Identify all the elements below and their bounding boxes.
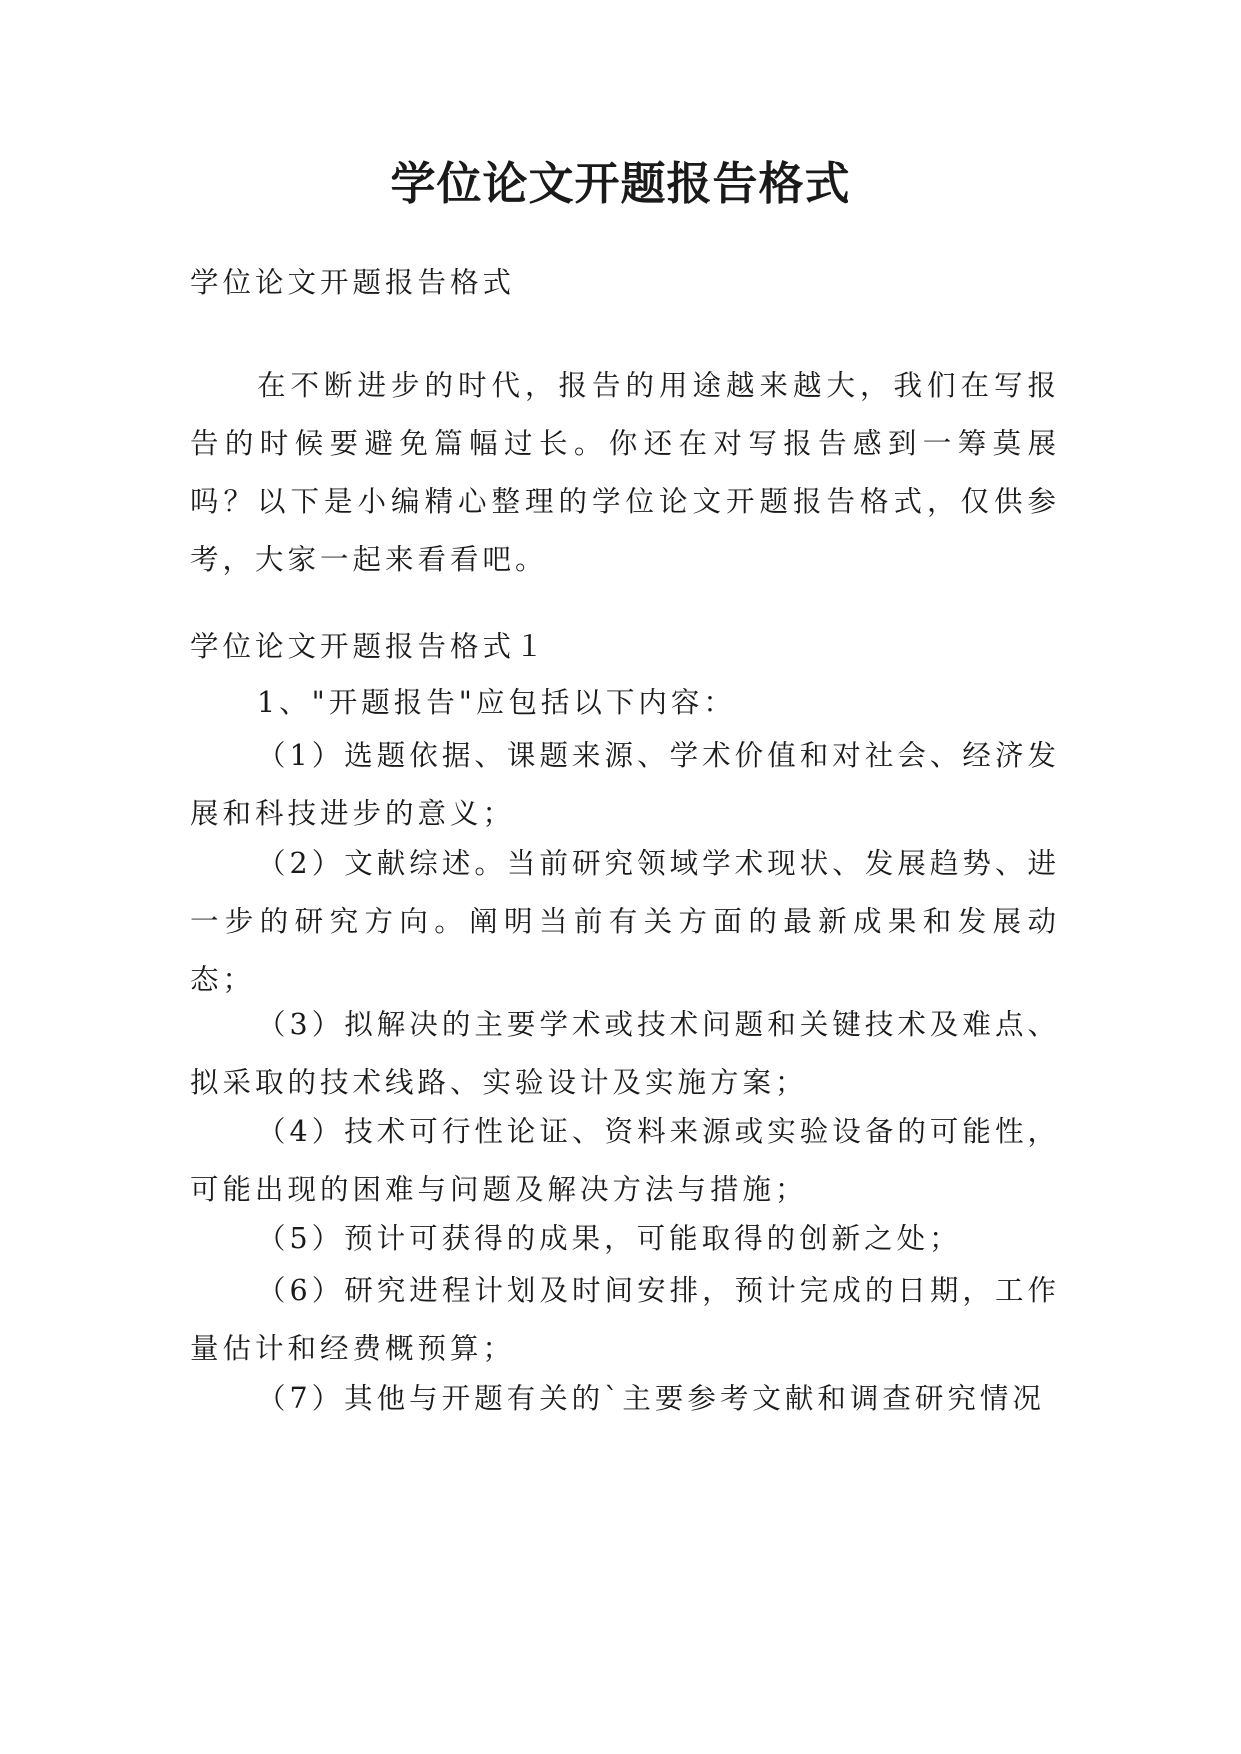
document-subtitle: 学位论文开题报告格式 bbox=[190, 266, 516, 299]
list-item-1: （1）选题依据、课题来源、学术价值和对社会、经济发展和科技进步的意义； bbox=[190, 739, 1060, 830]
section-heading: 学位论文开题报告格式１ bbox=[190, 630, 548, 663]
document-title: 学位论文开题报告格式 bbox=[390, 157, 851, 210]
intro-paragraph: 在不断进步的时代，报告的用途越来越大，我们在写报告的时候要避免篇幅过长。你还在对写报告感到一筹莫展吗？以下是小编精心整理的学位论文开题报告格式，仅供参考，大家一起来看看吧。 bbox=[190, 369, 1060, 576]
list-item-5: （5）预计可获得的成果，可能取得的创新之处； bbox=[257, 1222, 962, 1255]
list-item-7: （7）其他与开题有关的`主要参考文献和调查研究情况 bbox=[257, 1382, 1045, 1415]
list-item-4: （4）技术可行性论证、资料来源或实验设备的可能性，可能出现的困难与问题及解决方法与措施； bbox=[190, 1115, 1060, 1206]
list-item-2: （2）文献综述。当前研究领域学术现状、发展趋势、进一步的研究方向。阐明当前有关方面的最新成果和发展动态； bbox=[190, 847, 1060, 996]
list-item-3: （3）拟解决的主要学术或技术问题和关键技术及难点、拟采取的技术线路、实验设计及实施方案； bbox=[190, 1008, 1060, 1099]
items-intro: 1、"开题报告"应包括以下内容： bbox=[257, 686, 736, 719]
list-item-6: （6）研究进程计划及时间安排，预计完成的日期，工作量估计和经费概预算； bbox=[190, 1274, 1060, 1365]
